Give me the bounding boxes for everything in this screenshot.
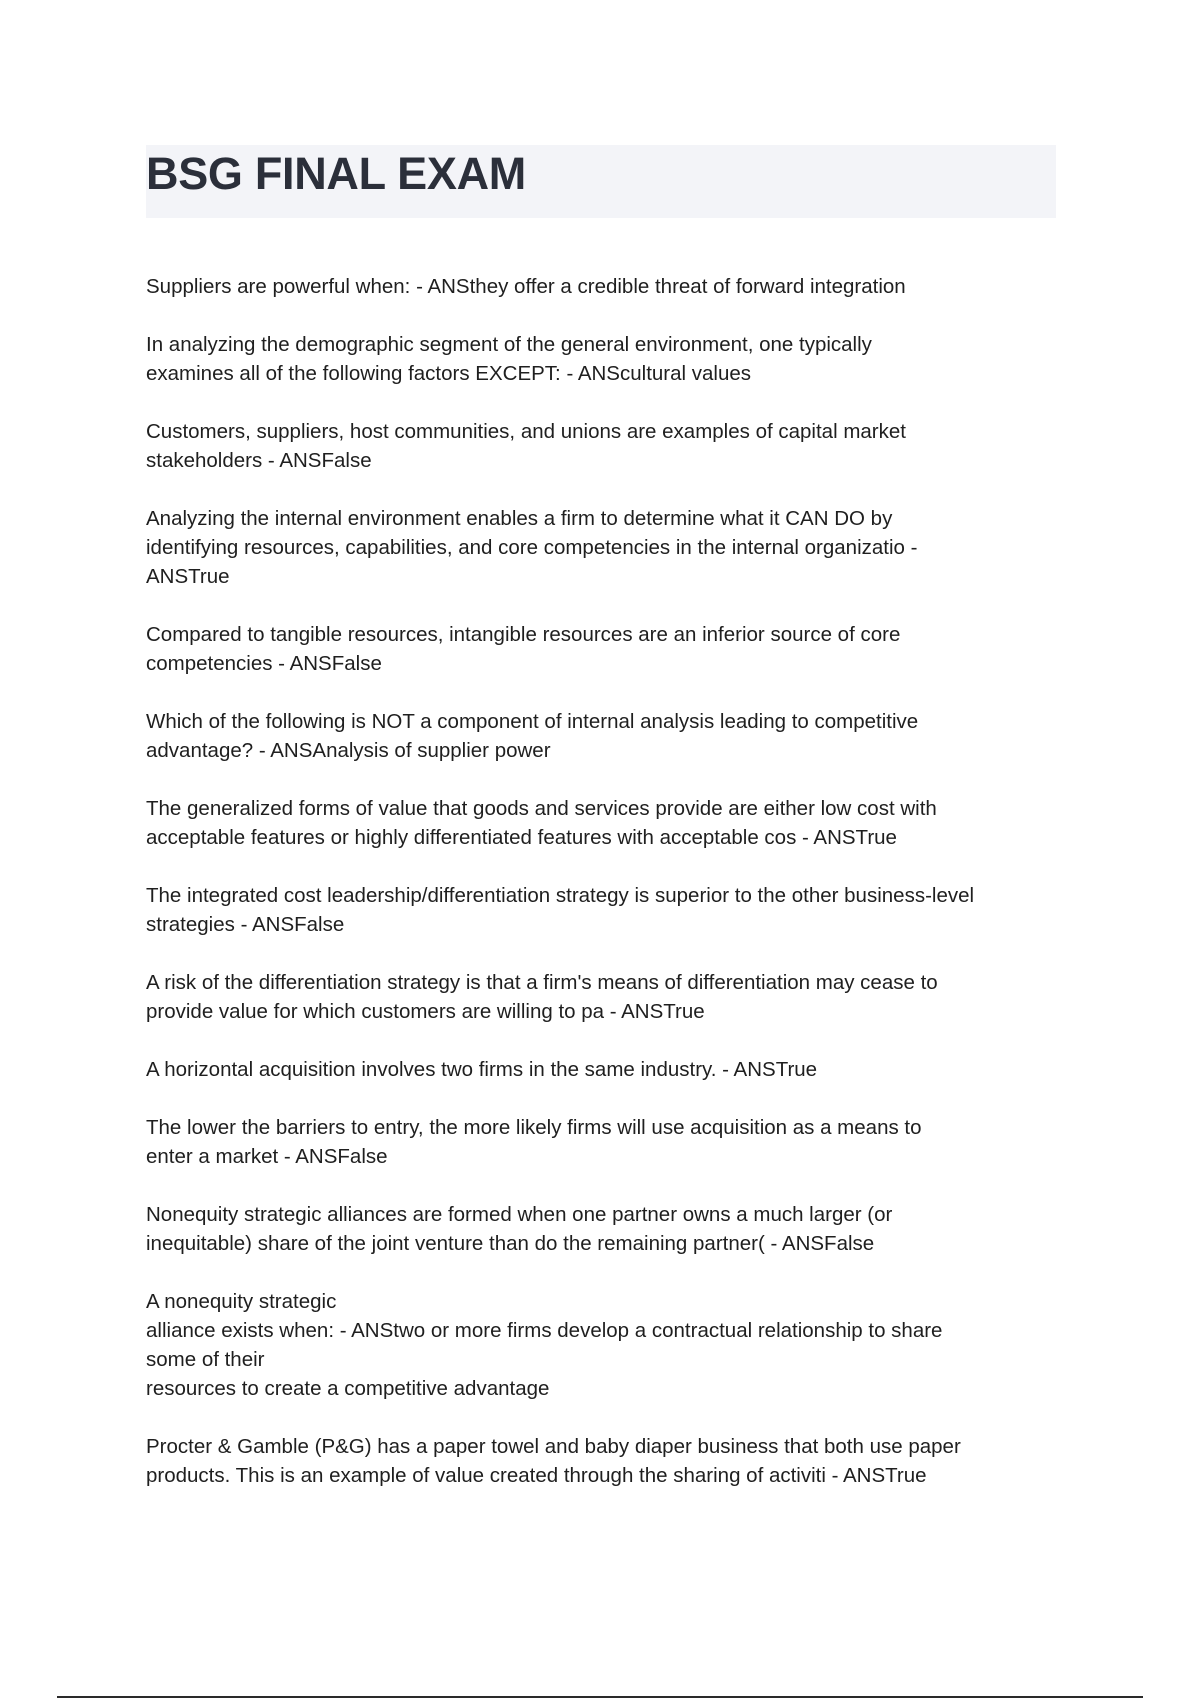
- qa-item: [146, 1287, 1076, 1403]
- qa-line: stakeholders - ANSFalse: [146, 449, 372, 472]
- qa-line: competencies - ANSFalse: [146, 652, 382, 675]
- qa-line: Nonequity strategic alliances are formed when one partner owns a much larger (or: [146, 1203, 893, 1226]
- qa-line: acceptable features or highly differentiated features with acceptable cos - ANSTrue: [146, 826, 897, 849]
- qa-line: In analyzing the demographic segment of the general environment, one typically: [146, 333, 872, 356]
- qa-line: examines all of the following factors EXCEPT: - ANScultural values: [146, 362, 752, 385]
- qa-item: [146, 272, 1076, 301]
- qa-line: provide value for which customers are willing to pa - ANSTrue: [146, 1000, 705, 1023]
- qa-line: A risk of the differentiation strategy is that a firm's means of differentiation may cease to: [146, 971, 938, 994]
- page-title: BSG FINAL EXAM: [146, 148, 526, 199]
- qa-line: resources to create a competitive advantage: [146, 1377, 550, 1400]
- qa-line: Customers, suppliers, host communities, and unions are examples of capital market: [146, 420, 906, 443]
- qa-line: some of their: [146, 1348, 265, 1371]
- qa-item: [146, 1055, 1076, 1084]
- qa-item: [146, 1432, 1076, 1490]
- qa-item: [146, 504, 1076, 591]
- qa-item: [146, 881, 1076, 939]
- qa-item: [146, 620, 1076, 678]
- bottom-divider: [57, 1696, 1143, 1698]
- qa-line: A nonequity strategic: [146, 1290, 337, 1313]
- qa-line: The integrated cost leadership/differentiation strategy is superior to the other business-level: [146, 884, 975, 907]
- qa-item: [146, 330, 1076, 388]
- qa-line: enter a market - ANSFalse: [146, 1145, 388, 1168]
- qa-line: advantage? - ANSAnalysis of supplier power: [146, 739, 551, 762]
- qa-line: Procter & Gamble (P&G) has a paper towel and baby diaper business that both use paper: [146, 1435, 961, 1458]
- qa-line: products. This is an example of value created through the sharing of activiti - ANSTrue: [146, 1464, 927, 1487]
- qa-line: alliance exists when: - ANStwo or more firms develop a contractual relationship to share: [146, 1319, 943, 1342]
- qa-line: Compared to tangible resources, intangible resources are an inferior source of core: [146, 623, 901, 646]
- qa-list: [146, 272, 1076, 1519]
- qa-line: The generalized forms of value that goods and services provide are either low cost with: [146, 797, 937, 820]
- qa-line: ANSTrue: [146, 565, 230, 588]
- qa-line: A horizontal acquisition involves two firms in the same industry. - ANSTrue: [146, 1058, 818, 1081]
- qa-item: [146, 417, 1076, 475]
- qa-line: strategies - ANSFalse: [146, 913, 345, 936]
- qa-line: identifying resources, capabilities, and core competencies in the internal organizatio -: [146, 536, 918, 559]
- qa-line: Which of the following is NOT a component of internal analysis leading to competitive: [146, 710, 919, 733]
- qa-line: The lower the barriers to entry, the more likely firms will use acquisition as a means to: [146, 1116, 922, 1139]
- qa-item: [146, 1113, 1076, 1171]
- qa-item: [146, 1200, 1076, 1258]
- qa-line: inequitable) share of the joint venture than do the remaining partner( - ANSFalse: [146, 1232, 875, 1255]
- qa-item: [146, 968, 1076, 1026]
- qa-item: [146, 707, 1076, 765]
- qa-line: Analyzing the internal environment enables a firm to determine what it CAN DO by: [146, 507, 893, 530]
- qa-line: Suppliers are powerful when: - ANSthey offer a credible threat of forward integration: [146, 275, 906, 298]
- qa-item: [146, 794, 1076, 852]
